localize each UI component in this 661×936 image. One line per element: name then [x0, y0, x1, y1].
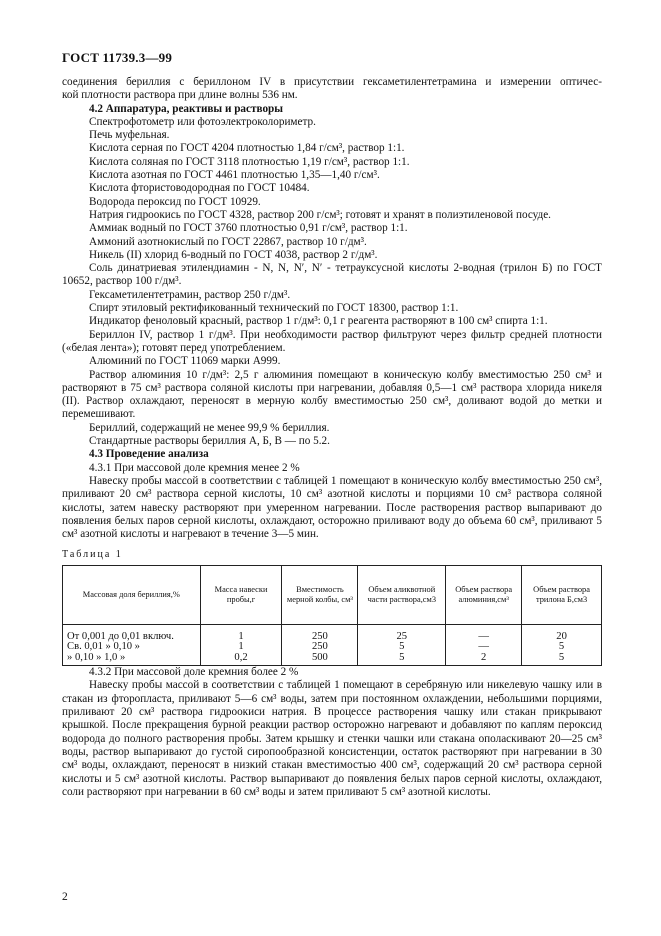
list-item: Алюминий по ГОСТ 11069 марки А999.	[89, 355, 281, 368]
intro-line: соединения бериллия с бериллоном IV в присутствии гексаметилентетрамина и измерении оптичес-	[62, 76, 602, 88]
table-cell: 2	[446, 653, 522, 666]
table-cell: —	[446, 624, 522, 642]
table-row	[63, 642, 602, 653]
list-item: Кислота серная по ГОСТ 4204 плотностью 1,84 г/см³, раствор 1:1.	[89, 142, 405, 155]
table-cell: 0,2	[200, 653, 282, 666]
subsection-heading: 4.3.2 При массовой доле кремния более 2 %	[89, 666, 299, 679]
list-item: Аммоний азотнокислый по ГОСТ 22867, раствор 10 г/дм³.	[89, 235, 367, 248]
document-body	[62, 76, 602, 799]
page-number: 2	[62, 891, 68, 903]
list-item: Стандартные растворы бериллия А, Б, В — по 5.2.	[89, 435, 330, 448]
list-item: Печь муфельная.	[89, 129, 170, 142]
table-cell: 25	[358, 624, 446, 642]
column-header: Объем аликвотной части раствора,см3	[358, 565, 446, 624]
list-item: Соль динатриевая этилендиамин - N, N, N′, N′ - тетрауксусной кислоты 2-водная (трилон Б) по ГОСТ 10652, раствор 100 г/дм³.	[62, 262, 602, 288]
list-item: Индикатор феноловый красный, раствор 1 г/дм³: 0,1 г реагента растворяют в 100 см³ спирта 1:1.	[89, 315, 548, 328]
table-cell: 20	[522, 624, 602, 642]
column-header: Вместимость мерной колбы, см³	[282, 565, 358, 624]
paragraph: Навеску пробы массой в соответствии с таблицей 1 помещают в коническую колбу вместимостью 250 см³, приливают 20 см³ раствора серной кислоты, 10 см³ азотной кислоты и порциями 10 см³ раствора соляной кислоты, затем навеску растворяют при умеренном нагревании. После растворения раствор выпаривают до появления белых паров серной кислоты, охлаждают, осторожно приливают воду до объема 60 см³, приливают 5 см³ азотной кислоты и нагревают в течение 3—5 мин.	[62, 474, 602, 541]
section-heading: 4.2 Аппаратура, реактивы и растворы	[89, 102, 283, 115]
table-cell: 5	[358, 642, 446, 653]
table-cell: 250	[282, 642, 358, 653]
table-cell: —	[446, 642, 522, 653]
table-cell: 1	[200, 642, 282, 653]
data-table	[62, 565, 602, 667]
list-item: Спектрофотометр или фотоэлектроколориметр.	[89, 115, 316, 128]
table-cell: 5	[358, 653, 446, 666]
subsection-heading: 4.3.1 При массовой доле кремния менее 2 %	[89, 461, 300, 474]
table-cell: От 0,001 до 0,01 включ.	[63, 624, 201, 642]
list-item: Раствор алюминия 10 г/дм³: 2,5 г алюминия помещают в коническую колбу вместимостью 250 см³ и растворяют в 75 см³ раствора соляной кислоты при нагревании, добавляя 0,5—1 см³ раствора хлорида никеля (II). Раствор охлаждают, переносят в мерную колбу вместимостью 250 см³, доливают водой до метки и перемешивают.	[62, 368, 602, 421]
list-item: Никель (II) хлорид 6-водный по ГОСТ 4038, раствор 2 г/дм³.	[89, 248, 378, 261]
table-cell: 250	[282, 624, 358, 642]
list-item: Аммиак водный по ГОСТ 3760 плотностью 0,91 г/см³, раствор 1:1.	[89, 222, 408, 235]
table-row	[63, 624, 602, 642]
section-heading: 4.3 Проведение анализа	[89, 448, 209, 461]
table-cell: » 0,10 » 1,0 »	[63, 653, 201, 666]
list-item: Натрия гидроокись по ГОСТ 4328, раствор 200 г/см³; готовят и хранят в полиэтиленовой посуде.	[89, 208, 551, 221]
list-item: Кислота соляная по ГОСТ 3118 плотностью 1,19 г/см³, раствор 1:1.	[89, 155, 410, 168]
list-item: Бериллон IV, раствор 1 г/дм³. При необходимости раствор фильтруют через фильтр средней плотности («белая лента»); готовят перед употреблением.	[62, 328, 602, 354]
table-cell: 500	[282, 653, 358, 666]
table-title: Таблица 1	[62, 549, 123, 561]
column-header: Объем раствора алюминия,см³	[446, 565, 522, 624]
column-header: Объем раствора трилона Б,см3	[522, 565, 602, 624]
table-cell: 1	[200, 624, 282, 642]
list-item: Водорода пероксид по ГОСТ 10929.	[89, 195, 261, 208]
column-header: Масса навески пробы,г	[200, 565, 282, 624]
list-item: Спирт этиловый ректификованный технический по ГОСТ 18300, раствор 1:1.	[89, 302, 459, 315]
paragraph: Навеску пробы массой в соответствии с таблицей 1 помещают в серебряную или никелевую чашку или в стакан из фторопласта, приливают 5—6 см³ воды, затем при постоянном охлаждении, небольшими порциями, приливают 20 см³ раствора гидроокиси натрия. В процессе растворения чашку или стакан прикрывают крышкой. После прекращения бурной реакции раствор осторожно нагревают и добавляют по каплям пероксид водорода до полного растворения пробы. Затем крышку и стенки чашки или стакана ополаскивают 20—25 см³ воды, раствор выпаривают до густой сиропообразной консистенции, остаток растворяют при нагревании в 30 см³ воды, охлаждают, переносят в низкий стакан вместимостью 400 см³, содержащий 20 см³ раствора серной кислоты и 5 см³ азотной кислоты. Раствор выпаривают до появления белых паров серной кислоты, охлаждают, соли растворяют при нагревании в 60 см³ воды и затем приливают 5 см³ азотной кислоты.	[62, 679, 602, 798]
column-header: Массовая доля бериллия,%	[63, 565, 201, 624]
table-cell: Св. 0,01 » 0,10 »	[63, 642, 201, 653]
page-header: ГОСТ 11739.3—99	[62, 50, 173, 65]
table-cell: 5	[522, 642, 602, 653]
list-item: Кислота фтористоводородная по ГОСТ 10484.	[89, 182, 310, 195]
list-item: Гексаметилентетрамин, раствор 250 г/дм³.	[89, 288, 291, 301]
table-header-row	[63, 565, 602, 624]
intro-line: кой плотности раствора при длине волны 536 нм.	[62, 89, 298, 102]
table-cell: 5	[522, 653, 602, 666]
list-item: Бериллий, содержащий не менее 99,9 % бериллия.	[89, 421, 330, 434]
list-item: Кислота азотная по ГОСТ 4461 плотностью 1,35—1,40 г/см³.	[89, 169, 380, 182]
table-row	[63, 653, 602, 666]
